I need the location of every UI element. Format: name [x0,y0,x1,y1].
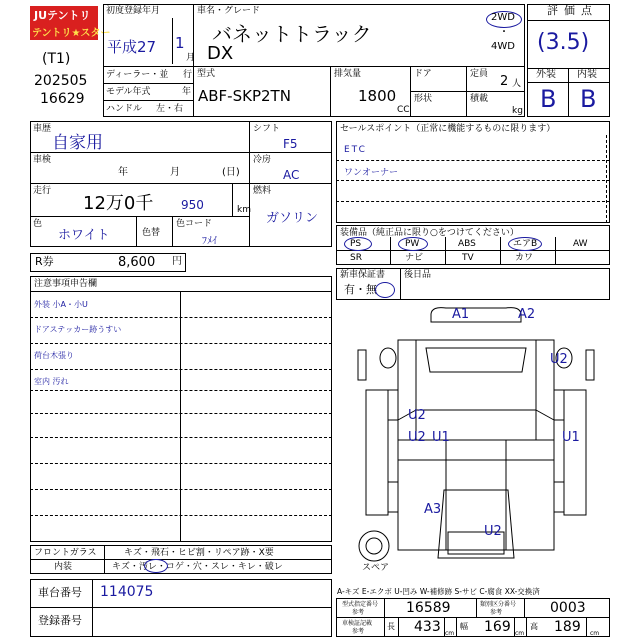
left-id-num1: 202505 [34,73,88,89]
front-glass-value: キズ・飛石・ヒビ割・リペア跡・X要 [124,548,274,558]
spec-width-value: 169 [484,619,511,635]
spec-width-unit: cm [515,630,525,637]
logo-line1: JUテントリ [34,9,91,22]
fuel-value: ガソリン [266,211,319,226]
car-label: 車名・グレード [197,6,261,16]
disp-value: 1800 [358,87,397,105]
warranty-value: 有・無 [344,283,377,296]
dealer-label: ディーラー・並 [106,70,169,80]
mark-u1-left: U1 [432,430,450,445]
spec-class-sub: 参考 [490,609,503,616]
inspect-label: 車検 [33,155,52,165]
shift-value: F5 [283,137,298,151]
load-unit: kg [512,106,523,116]
fuel-label: 燃料 [253,186,272,196]
type-label: 型式 [197,69,216,79]
recycle-value: 8,600 [118,255,156,270]
equip-abs: ABS [458,239,476,249]
spec-height-unit: cm [590,630,600,637]
equip-leather: カワ [515,253,534,263]
cap-label: 定員 [470,69,489,79]
reg-era: 平成27 [107,38,157,56]
interior-value: キズ・汚レ・コゲ・穴・スレ・キレ・破レ [112,562,283,572]
model-year-label: モデル年式 [106,87,151,97]
warranty-none-ring [375,282,395,298]
shift-label: シフト [253,124,281,134]
car-name: バネットトラック [212,22,372,46]
color-code-label: 色コード [176,219,213,229]
spec-length-unit: cm [445,630,455,637]
note-2: ドアステッカー跡うすい [34,325,122,334]
equip-airbag: エアB [513,239,538,249]
equip-tv: TV [462,253,474,263]
mileage-sub: 950 [181,198,204,212]
mileage-label: 走行 [33,186,52,196]
note-1: 外装 小A・小U [34,300,88,309]
mark-u2-left-b: U2 [408,430,426,445]
grade: DX [207,43,234,64]
logo-line2: テントリ★スター [32,28,111,39]
spare-label: スペア [362,563,390,573]
equip-ps: PS [350,239,362,249]
equip-sr: SR [350,253,362,263]
mark-u2-right: U2 [550,352,568,367]
inspect-year: 年 [118,167,128,178]
reg-label: 初度登録年月 [106,6,161,16]
history-value: 自家用 [52,133,103,153]
spec-cert-label: 車検証記載 [342,620,373,627]
color-value: ホワイト [58,228,110,243]
load-label: 積載 [470,94,489,104]
int-label: 内装 [577,69,597,80]
spec-height-label: 高 [530,622,538,631]
damage-legend: A-キズ E-エクボ U-凹み W-補修跡 S-サビ C-腐食 XX-交換済 [337,587,540,596]
spec-length-value: 433 [414,619,441,635]
handle-label: ハンドル [106,104,143,114]
sales-item-etc: ETC [344,145,367,155]
drive-2wd: 2WD [491,12,515,23]
note-4: 室内 汚れ [34,377,69,386]
ac-label: 冷房 [253,155,272,165]
regno-label: 登録番号 [38,614,82,627]
mark-u1-right: U1 [562,430,580,445]
spec-type-label: 型式指定番号 [342,601,379,608]
cap-value: 2 [500,74,509,89]
mark-u2-left-a: U2 [408,408,426,423]
handle-value: 左・右 [156,104,184,114]
chassis-value: 114075 [100,584,154,600]
mark-a3: A3 [424,502,442,517]
sales-label: セールスポイント（正常に機能するものに限ります） [340,124,556,134]
type-value: ABF-SKP2TN [198,87,291,105]
history-label: 車歴 [33,124,52,134]
mileage-unit: km [237,205,251,215]
cap-unit: 人 [512,79,522,89]
equipment-label: 装備品（純正品に限り○をつけてください） [340,228,519,238]
interior-stain-ring [144,559,168,573]
left-id-num2: 16629 [40,91,85,107]
int-grade: B [580,85,597,113]
mark-a1: A1 [452,307,470,322]
dealer-col: 行 [183,70,193,80]
notes-box [30,276,332,542]
color-label: 色 [33,219,43,229]
spec-cert-sub: 参考 [352,628,365,635]
chassis-label: 車台番号 [38,586,82,599]
drive-dot: ・ [499,27,509,38]
left-id-code: (T1) [42,51,71,67]
door-label: ドア [414,69,432,79]
equip-pw: PW [405,239,420,249]
score-label: 評価点 [547,4,598,17]
mileage-value: 12万0千 [83,193,154,214]
ext-grade: B [540,85,557,113]
manual-label: 後日品 [404,270,432,280]
inspect-day: (日) [222,167,240,178]
spec-type-sub: 参考 [352,609,365,616]
score-value: (3.5) [537,30,590,55]
spec-class-label: 類別区分番号 [480,601,517,608]
reg-month: 1 [175,34,185,52]
warranty-label: 新車保証書 [340,270,386,280]
disp-unit: CC [397,105,410,115]
recycle-unit: 円 [172,256,182,267]
reg-month-unit: 月 [186,53,196,63]
equip-aw: AW [573,239,588,249]
spec-width-label: 幅 [460,622,468,631]
color-swap-label: 色替 [142,228,161,238]
ac-value: AC [283,168,300,182]
spec-class-value: 0003 [550,600,586,616]
color-code-value: ﾌﾒｲ [202,236,217,247]
mark-a2: A2 [518,307,536,322]
logo [30,6,111,40]
notes-label: 注意事項申告欄 [34,279,98,289]
spec-type-value: 16589 [406,600,451,616]
disp-label: 排気量 [334,69,362,79]
spec-length-label: 長 [387,622,395,631]
interior-label: 内装 [54,562,73,572]
ext-label: 外装 [536,69,556,80]
shape-label: 形状 [414,94,433,104]
spec-height-value: 189 [554,619,581,635]
equip-navi: ナビ [405,253,424,263]
inspect-month: 月 [170,167,180,178]
drive-4wd: 4WD [491,41,515,52]
model-year-unit: 年 [182,87,192,97]
recycle-label: R券 [35,255,54,268]
sales-item-oneowner: ワンオーナー [344,168,399,178]
note-3: 荷台木張り [34,351,74,360]
mark-u2-rear: U2 [484,524,502,539]
front-glass-label: フロントガラス [34,548,97,558]
